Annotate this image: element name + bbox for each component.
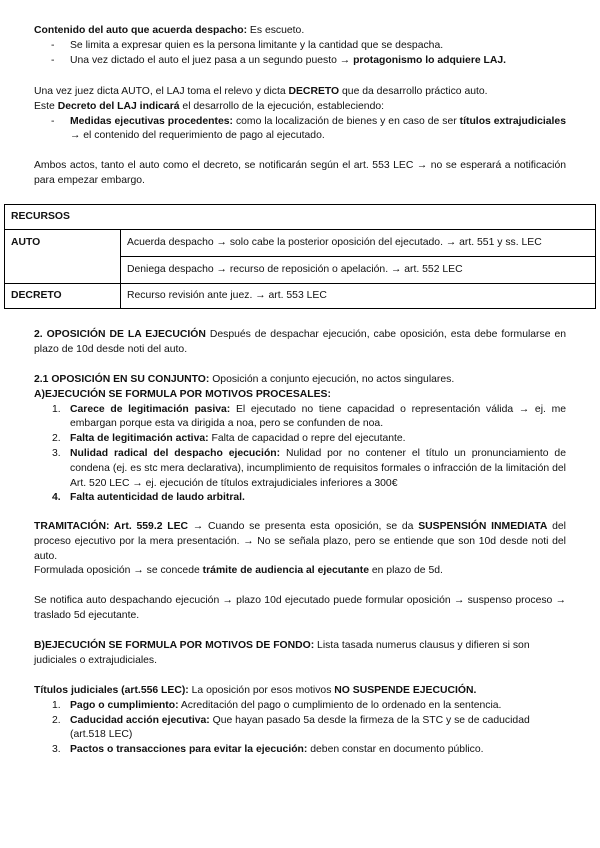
list-item-bold: protagonismo lo adquiere LAJ. [353,54,507,66]
text: el desarrollo de la ejecución, estableciendo: [179,100,385,112]
conjunto-paragraph [34,373,566,388]
decreto-bold: DECRETO [288,86,340,97]
text: Falta de capacidad o repre del ejecutante. [208,433,406,445]
text: como la localización de bienes y en caso de ser [233,115,460,127]
list-item [34,714,566,744]
list-item-bold: Nulidad radical del despacho ejecución: [70,447,281,459]
tramitacion-paragraph [34,520,566,564]
auto-label-cell: AUTO [5,230,121,284]
text: Nulidad por no contener el título un pronunciamiento de condena (ej. es stc mera declarativa), incumplimiento de requisitos formales o infracción de la limitación del Art. 520 LEC → ej. ejecución de títulos extrajudiciales inferiores a 300€ [70,447,566,489]
text: La oposición por esos motivos [188,685,335,696]
decreto-line-2 [34,100,566,115]
text: Que hayan pasado 5a desde la firmeza de la STC y se de caducidad (art.518 LEC) [70,714,530,741]
fondo-section [34,639,566,669]
item-number: 1. [52,403,61,415]
auto-content-section [34,24,566,68]
text: Después de despachar ejecución, cabe oposición, esta debe formularse en plazo de 10d desde noti del auto. [34,329,566,355]
audiencia-bold: trámite de audiencia al ejecutante [202,565,369,577]
procesales-list [34,403,566,507]
list-item-text: Una vez dictado el auto el juez pasa a un segundo puesto → [70,54,354,66]
text: → Cuando se presenta esta oposición, se da [188,521,419,532]
text: Oposición a conjunto ejecución, no actos singulares. [209,374,455,385]
list-item-bold: Pactos o transacciones para evitar la ejecución: [70,744,308,756]
decreto-list [34,115,566,145]
text: Este [34,100,58,112]
decreto-row-cell: Recurso revisión ante juez. → art. 553 LEC [121,284,596,309]
list-item-bold: Caducidad acción ejecutiva: [70,714,210,726]
list-item [34,699,566,714]
list-item [34,115,566,145]
auto-row-2-cell: Deniega despacho → recurso de reposición o apelación. → art. 552 LEC [121,257,596,284]
auto-content-list [34,39,566,69]
decreto-line-1 [34,85,566,100]
subtitle: A)EJECUCIÓN SE FORMULA POR MOTIVOS PROCESALES: [34,388,331,400]
table-row [5,205,596,230]
list-item [34,491,566,506]
decreto-laj-bold: Decreto del LAJ indicará [57,100,180,112]
titulos-list [34,699,566,758]
auto-content-title: Contenido del auto que acuerda despacho: [34,25,248,36]
opposition-paragraph [34,328,566,358]
decreto-section [34,85,566,144]
text: deben constar en documento público. [307,744,484,756]
list-item [34,39,566,54]
text: El ejecutado no tiene capacidad o representación válida → ej. me embargan porque esta va dirigida a noa, pero se confunden de noa. [70,403,567,430]
section-title: 2.1 OPOSICIÓN EN SU CONJUNTO: [34,374,210,385]
text: del proceso ejecutivo por la mera presentación. → No se señala plazo, pero se entiende que son 10d desde noti del auto. [34,521,566,562]
no-suspende-bold: NO SUSPENDE EJECUCIÓN. [334,685,477,696]
section-title: Títulos judiciales (art.556 LEC): [34,685,189,696]
section-title: B)EJECUCIÓN SE FORMULA POR MOTIVOS DE FONDO: [34,640,315,651]
notification-paragraph [34,159,566,189]
text: que da desarrollo práctico auto. [339,86,488,97]
list-item-bold: Falta autenticidad de laudo arbitral. [70,492,245,504]
suspension-bold: SUSPENSIÓN INMEDIATA [418,521,548,532]
auto-content-text: Es escueto. [247,25,305,36]
text: Lista tasada numerus clausus y difieren si son judiciales o extrajudiciales. [34,640,530,666]
text: Formulada oposición → se concede [34,565,203,577]
list-item [34,447,566,491]
recursos-table [4,204,596,309]
table-row [5,230,596,257]
notify-paragraph [34,594,566,624]
tramitacion-section [34,520,566,579]
item-number: 4. [52,492,61,504]
procesales-subtitle [34,388,566,403]
list-item-bold: Medidas ejecutivas procedentes: [70,115,233,127]
item-number: 3. [52,744,61,756]
list-item-bold: Carece de legitimación pasiva: [70,403,231,415]
opposition-section [34,328,566,358]
text: Una vez juez dicta AUTO, el LAJ toma el relevo y dicta [34,86,289,97]
item-number: 3. [52,447,61,459]
titulos-judiciales-section [34,684,566,758]
auto-row-1-cell: Acuerda despacho → solo cabe la posterior oposición del ejecutado. → art. 551 y ss. LEC [121,230,596,257]
decreto-label-cell: DECRETO [5,284,121,309]
table-header: RECURSOS [5,205,596,230]
list-item [34,743,566,758]
list-item [34,432,566,447]
list-item-bold: Falta de legitimación activa: [70,433,209,445]
list-item [34,54,566,69]
item-number: 2. [52,714,61,726]
list-item-text: Se limita a expresar quien es la persona limitante y la cantidad que se despacha. [70,39,444,51]
item-number: 2. [52,433,61,445]
fondo-paragraph [34,639,566,669]
titulos-paragraph [34,684,566,699]
text: Acreditación del pago o cumplimiento de lo ordenado en la sentencia. [178,699,502,711]
item-number: 1. [52,699,61,711]
table-row [5,284,596,309]
notification-text: Ambos actos, tanto el auto como el decreto, se notificarán según el art. 553 LEC → no se esperará a notificación para empezar embargo. [34,160,566,186]
list-item-bold: Pago o cumplimiento: [70,699,179,711]
list-item [34,403,566,433]
section-title: 2. OPOSICIÓN DE LA EJECUCIÓN [34,329,206,340]
audiencia-paragraph [34,564,566,579]
section-title: TRAMITACIÓN: Art. 559.2 LEC [34,521,189,532]
auto-content-paragraph [34,24,566,39]
text: → el contenido del requerimiento de pago al ejecutado. [70,130,325,142]
list-item-bold: títulos extrajudiciales [459,115,566,127]
text: en plazo de 5d. [368,565,443,577]
opposition-conjunto-section [34,373,566,506]
notify-text: Se notifica auto despachando ejecución → plazo 10d ejecutado puede formular oposición → suspenso proceso → traslado 5d ejecutante. [34,595,566,621]
